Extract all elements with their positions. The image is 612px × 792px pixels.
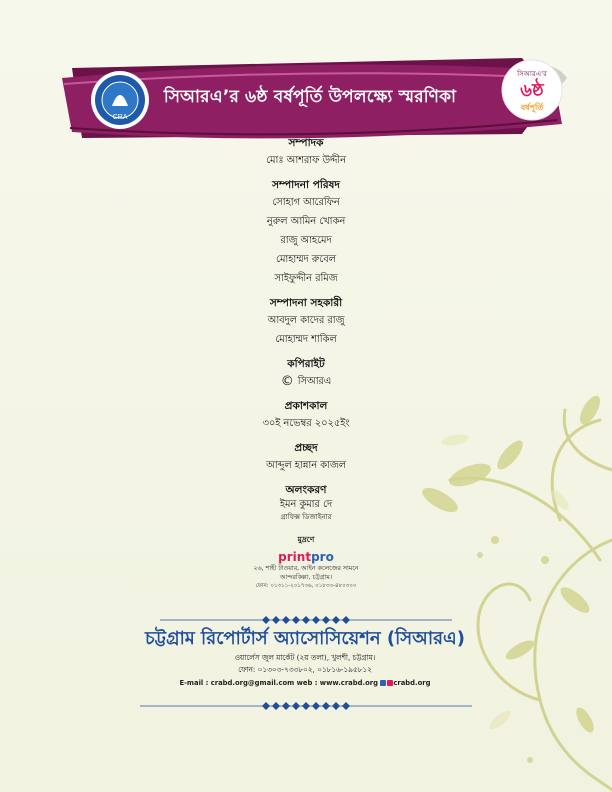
board-member: সাইফুদ্দীন রমিজ [274, 273, 338, 284]
editor-heading: সম্পাদক [288, 137, 324, 149]
printer-address-1: ২৬, শাহী টাওয়ার, আইন কলেজের সামনে [253, 565, 359, 572]
decor-artist: ইমন কুমার দে [279, 499, 333, 510]
copyright-heading: কপিরাইট [287, 358, 325, 370]
printer-block [206, 534, 406, 591]
board-member: সোহাগ আরেফিন [272, 197, 340, 208]
board-member: রাজু আহমেদ [280, 235, 332, 246]
printpro-logo-pro: pro [311, 550, 334, 564]
email-web-text: E-mail : crabd.org@gmail.com web : www.crabd.org [179, 679, 378, 687]
printer-label: মুদ্রণে [297, 535, 315, 544]
organization-name: চট্টগ্রাম রিপোর্টার্স অ্যাসোসিয়েশন (সিআরএ) [145, 628, 465, 649]
board-heading: সম্পাদনা পরিষদ [272, 179, 340, 191]
decor-heading: অলংকরণ [285, 484, 327, 496]
facebook-icon [380, 680, 386, 686]
editor-name: মোঃ আশরাফ উদ্দীন [266, 155, 346, 166]
banner-title: সিআরএ’র ৬ষ্ঠ বর্ষপূর্তি উপলক্ষ্যে স্মরণিকা [163, 87, 457, 107]
svg-text:সিআরএ'র: সিআরএ'র [517, 70, 547, 78]
organization-phone: ফোন: ০১৩০৩-৭৩৩৮০২, ০১৮১৬-১৯৫৮১২ [238, 665, 372, 674]
copyright-line [206, 372, 406, 391]
organization-address: ওয়ার্লেস জুল মার্কেট (২য় তলা), খুলশী, চট্টগ্রাম। [234, 653, 376, 662]
assistant-name: আবদুল কাদের রাজু [267, 315, 345, 326]
assistant-heading: সম্পাদনা সহকারী [269, 297, 343, 309]
assistant-name: মোহাম্মদ শাকিল [275, 334, 337, 345]
cover-heading: প্রচ্ছদ [294, 442, 318, 454]
organization-contact [60, 676, 550, 690]
svg-text:বর্ষপূর্তি: বর্ষপূর্তি [520, 103, 544, 112]
cover-artist: আব্দুল হান্নান কাজল [266, 460, 346, 471]
anniversary-logo-icon [500, 58, 564, 122]
board-member: মোহাম্মদ রুবেল [276, 254, 336, 265]
decor-role: গ্রাফিক্স ডিজাইনার [280, 513, 332, 521]
divider-bottom [0, 700, 612, 712]
printer-phone: ফোন: ০১৩১১-২০১৭৩৬, ০১৮৩৩-৪৮০৩০০ [255, 583, 357, 589]
svg-text:CRA: CRA [112, 114, 128, 121]
organization-block [60, 620, 550, 690]
cra-logo-icon [90, 70, 150, 130]
board-member: নুরুল আমিন খোকন [266, 216, 346, 227]
copyright-holder: সিআরএ [297, 376, 332, 387]
publish-heading: প্রকাশকাল [284, 400, 328, 412]
svg-text:৬ষ্ঠ: ৬ষ্ঠ [520, 80, 544, 101]
copyright-icon: © [280, 374, 294, 389]
printpro-logo-print: print [278, 550, 312, 564]
publish-date: ৩০ই নভেম্বর ২০২৫ইং [262, 418, 350, 429]
social-handle: crabd.org [393, 679, 431, 687]
credits-column [206, 128, 406, 523]
printer-address-2: আন্দরকিল্লা, চট্টগ্রাম। [279, 574, 333, 581]
printpro-logo [206, 550, 406, 564]
